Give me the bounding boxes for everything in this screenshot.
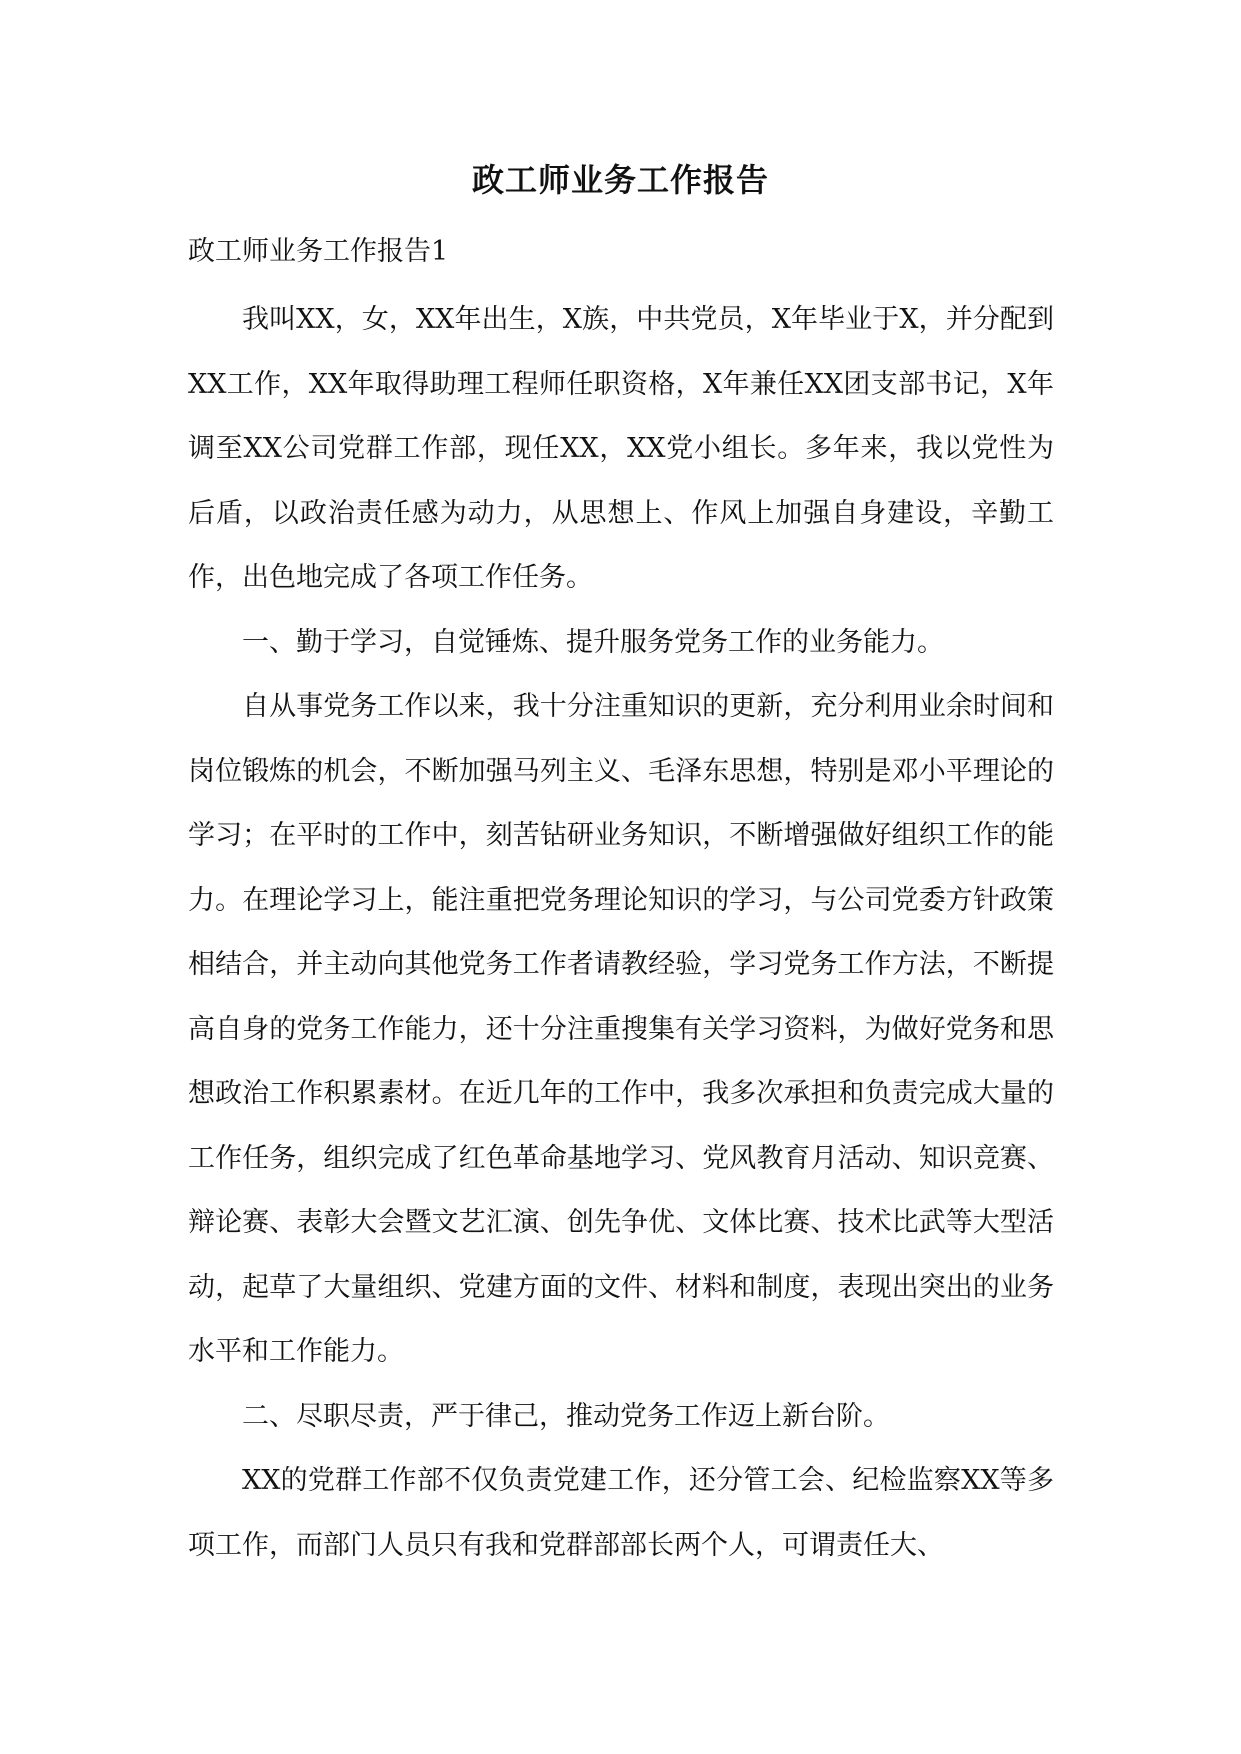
section-heading-1: 一、勤于学习，自觉锤炼、提升服务党务工作的业务能力。 bbox=[242, 626, 944, 658]
paragraph-duties: XX的党群工作部不仅负责党建工作，还分管工会、纪检监察XX等多项工作，而部门人员只有我和党群部部长两个人，可谓责任大、 bbox=[188, 1465, 1054, 1561]
document-subtitle: 政工师业务工作报告1 bbox=[188, 236, 449, 267]
paragraph-intro: 我叫XX，女，XX年出生，X族，中共党员，X年毕业于X，并分配到XX工作，XX年取得助理工程师任职资格，X年兼任XX团支部书记，X年调至XX公司党群工作部，现任XX，XX党小组长。多年来，我以党性为后盾，以政治责任感为动力，从思想上、作风上加强自身建设，辛勤工作，出色地完成了各项工作任务。 bbox=[188, 304, 1054, 593]
paragraph-study: 自从事党务工作以来，我十分注重知识的更新，充分利用业余时间和岗位锻炼的机会，不断加强马列主义、毛泽东思想，特别是邓小平理论的学习；在平时的工作中，刻苦钻研业务知识，不断增强做好组织工作的能力。在理论学习上，能注重把党务理论知识的学习，与公司党委方针政策相结合，并主动向其他党务工作者请教经验，学习党务工作方法，不断提高自身的党务工作能力，还十分注重搜集有关学习资料，为做好党务和思想政治工作积累素材。在近几年的工作中，我多次承担和负责完成大量的工作任务，组织完成了红色革命基地学习、党风教育月活动、知识竞赛、辩论赛、表彰大会暨文艺汇演、创先争优、文体比赛、技术比武等大型活动，起草了大量组织、党建方面的文件、材料和制度，表现出突出的业务水平和工作能力。 bbox=[188, 691, 1054, 1367]
document-title: 政工师业务工作报告 bbox=[471, 161, 769, 199]
section-heading-2: 二、尽职尽责，严于律己，推动党务工作迈上新台阶。 bbox=[242, 1400, 890, 1432]
document-body bbox=[188, 288, 1054, 1578]
